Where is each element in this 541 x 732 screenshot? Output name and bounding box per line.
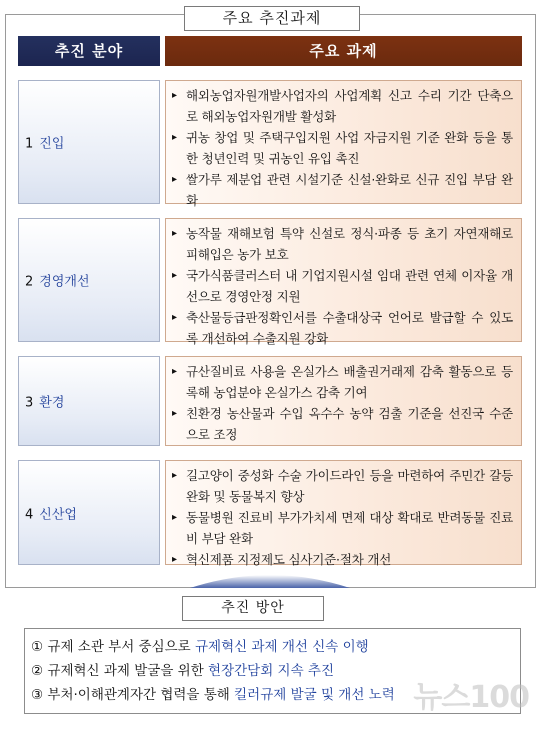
field-number: 1 bbox=[25, 136, 34, 152]
bullet-icon: ▸ bbox=[172, 512, 177, 523]
bullet-icon: ▸ bbox=[172, 90, 177, 101]
task-text: 축산물등급판정확인서를 수출대상국 언어로 발급할 수 있도록 개선하여 수출지원 강화 bbox=[186, 310, 513, 346]
field-label bbox=[25, 271, 90, 290]
bullet-icon: ▸ bbox=[172, 228, 177, 239]
task-item bbox=[172, 361, 513, 403]
field-column-header: 추진 분야 bbox=[18, 36, 160, 66]
task-text: 쌀가루 제분업 관련 시설기준 신설·완화로 신규 진입 부담 완화 bbox=[186, 172, 513, 208]
task-item bbox=[172, 403, 513, 445]
task-text: 규산질비료 사용을 온실가스 배출권거래제 감축 활동으로 등록해 농업분야 온실가스 감축 기여 bbox=[186, 364, 513, 400]
plan-title: 추진 방안 bbox=[182, 596, 324, 621]
bullet-icon: ▸ bbox=[172, 270, 177, 281]
field-name: 진입 bbox=[39, 136, 65, 152]
task-text: 농작물 재해보험 특약 신설로 정식·파종 등 초기 자연재해로 피해입은 농가 보호 bbox=[186, 226, 513, 262]
field-label bbox=[25, 503, 77, 522]
plan-highlight: 킬러규제 발굴 및 개선 노력 bbox=[234, 687, 395, 703]
field-cell-new-industry bbox=[18, 460, 160, 565]
field-name: 환경 bbox=[39, 395, 65, 411]
field-cell-entry bbox=[18, 80, 160, 204]
task-item bbox=[172, 307, 513, 349]
watermark-logo: 뉴스100 bbox=[413, 680, 529, 715]
plan-marker: ② bbox=[31, 663, 44, 679]
bullet-icon: ▸ bbox=[172, 174, 177, 185]
task-text: 길고양이 중성화 수술 가이드라인 등을 마련하여 주민간 갈등 완화 및 동물복지 향상 bbox=[186, 468, 513, 504]
task-item bbox=[172, 169, 513, 211]
page-title: 주요 추진과제 bbox=[184, 6, 360, 31]
task-item bbox=[172, 265, 513, 307]
bullet-icon: ▸ bbox=[172, 312, 177, 323]
task-text: 귀농 창업 및 주택구입지원 사업 자금지원 기준 완화 등을 통한 청년인력 및 귀농인 유입 촉진 bbox=[186, 130, 513, 166]
field-name: 경영개선 bbox=[39, 274, 90, 290]
plan-line bbox=[31, 635, 520, 659]
plan-highlight: 현장간담회 지속 추진 bbox=[208, 663, 334, 679]
tasks-column-header: 주요 과제 bbox=[165, 36, 522, 66]
bullet-icon: ▸ bbox=[172, 470, 177, 481]
field-cell-management bbox=[18, 218, 160, 342]
task-item bbox=[172, 127, 513, 169]
field-number: 4 bbox=[25, 507, 34, 522]
plan-text: 부처·이해관계자간 협력을 통해 bbox=[47, 687, 230, 703]
task-item bbox=[172, 85, 513, 127]
field-label bbox=[25, 133, 64, 152]
task-text: 국가식품클러스터 내 기업지원시설 임대 관련 연체 이자율 개선으로 경영안정 지원 bbox=[186, 268, 513, 304]
task-item bbox=[172, 465, 513, 507]
bullet-icon: ▸ bbox=[172, 408, 177, 419]
plan-text: 규제 소관 부서 중심으로 bbox=[47, 639, 191, 655]
task-text: 동물병원 진료비 부가가치세 면제 대상 확대로 반려동물 진료비 부담 완화 bbox=[186, 510, 513, 546]
plan-highlight: 규제혁신 과제 개선 신속 이행 bbox=[195, 639, 369, 655]
plan-text: 규제혁신 과제 발굴을 위한 bbox=[47, 663, 204, 679]
down-arrow-icon bbox=[190, 568, 350, 588]
field-label bbox=[25, 392, 64, 411]
field-cell-environment bbox=[18, 356, 160, 446]
field-name: 신산업 bbox=[39, 507, 77, 522]
task-text: 친환경 농산물과 수입 옥수수 농약 검출 기준을 선진국 수준으로 조정 bbox=[186, 406, 513, 442]
task-item bbox=[172, 549, 513, 570]
plan-marker: ③ bbox=[31, 687, 44, 703]
tasks-cell-environment bbox=[165, 356, 522, 446]
bullet-icon: ▸ bbox=[172, 554, 177, 565]
task-text: 혁신제품 지정제도 심사기준·절차 개선 bbox=[186, 552, 392, 567]
bullet-icon: ▸ bbox=[172, 366, 177, 377]
tasks-cell-new-industry bbox=[165, 460, 522, 565]
bullet-icon: ▸ bbox=[172, 132, 177, 143]
task-text: 해외농업자원개발사업자의 사업계획 신고 수리 기간 단축으로 해외농업자원개발 활성화 bbox=[186, 88, 513, 124]
task-item bbox=[172, 507, 513, 549]
field-number: 3 bbox=[25, 395, 34, 411]
tasks-cell-entry bbox=[165, 80, 522, 208]
task-item bbox=[172, 223, 513, 265]
plan-marker: ① bbox=[31, 639, 44, 655]
tasks-cell-management bbox=[165, 218, 522, 346]
field-number: 2 bbox=[25, 274, 34, 290]
